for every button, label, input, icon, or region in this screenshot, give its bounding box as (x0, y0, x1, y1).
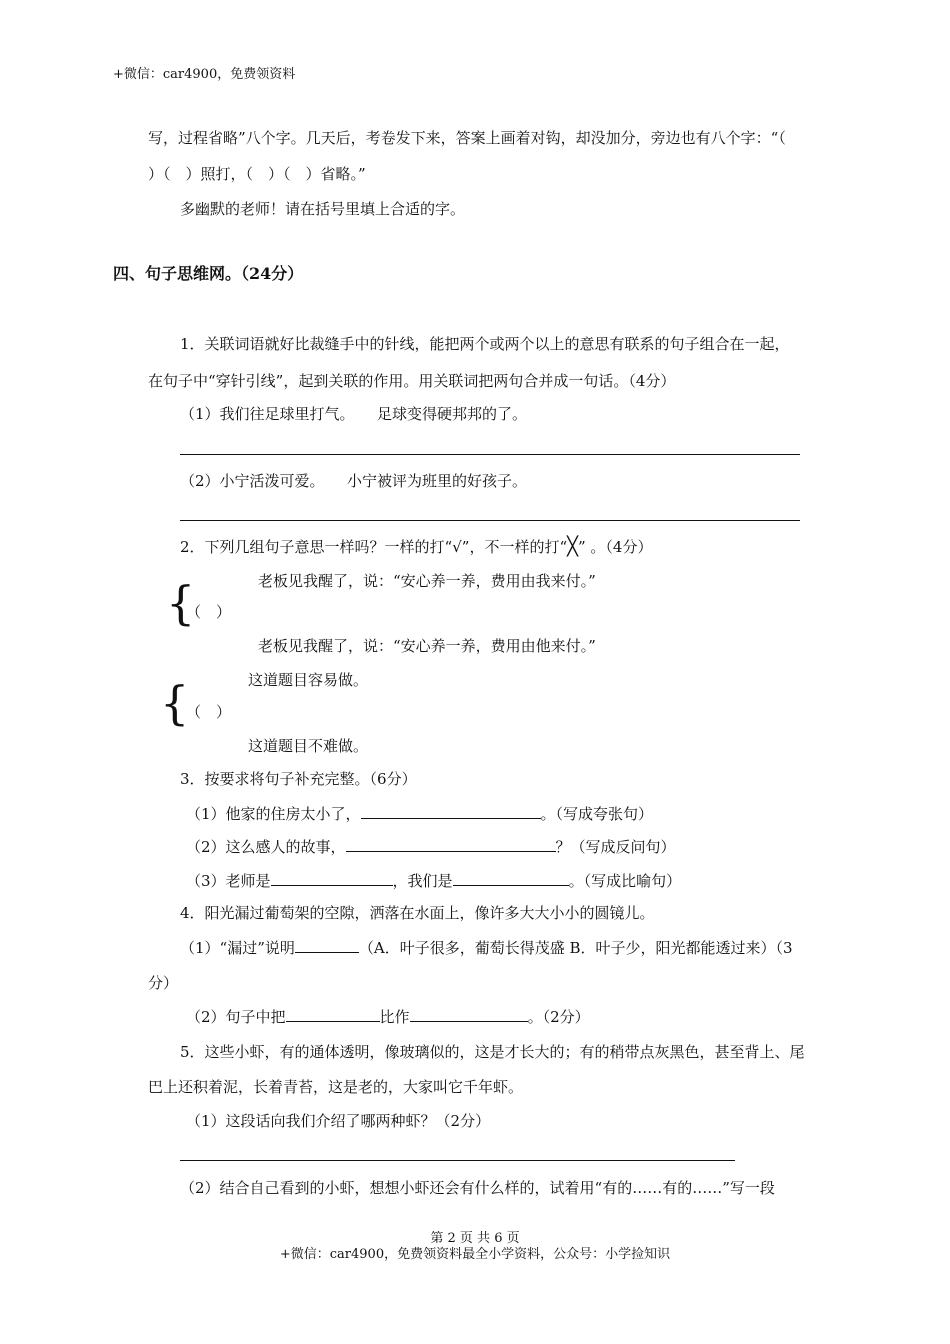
header-note: +微信：car4900，免费领资料 (113, 67, 296, 82)
q3-title: 3．按要求将句子补充完整。（6分） (180, 770, 417, 788)
q2-stem (180, 537, 652, 557)
page-number: 第 2 页 共 6 页 (430, 1231, 520, 1246)
blank-q3-3a[interactable] (271, 870, 393, 886)
q4-sentence-2 (186, 1006, 590, 1027)
q4-title: 4．阳光漏过葡萄架的空隙，洒落在水面上，像许多大大小小的圆镜儿。 (180, 904, 655, 922)
q3-s1-prefix: （1）他家的住房太小了， (186, 805, 361, 823)
q5-line-2: 巴上还积着泥，长着青苔，这是老的，大家叫它千年虾。 (148, 1078, 524, 1096)
q5-sub-1: （1）这段话向我们介绍了哪两种虾？（2分） (186, 1112, 491, 1130)
q2-group2-top: 这道题目容易做。 (248, 671, 369, 689)
q3-sentence-1 (186, 803, 653, 824)
section-title: 四、句子思维网。（24分） (113, 264, 304, 283)
left-brace-icon: { (166, 576, 196, 630)
q2-group1-bottom: 老板见我醒了，说：“安心养一养，费用由他来付。” (258, 637, 596, 655)
q2-group2-paren[interactable]: （ ） (186, 703, 232, 721)
q3-sentence-2 (186, 836, 676, 857)
blank-q3-2[interactable] (346, 836, 556, 852)
q2-stem-a: 2．下列几组句子意思一样吗？一样的打“√”，不一样的打“ (180, 538, 568, 556)
blank-q4-1[interactable] (295, 937, 359, 953)
answer-line-q1-1[interactable] (180, 454, 800, 455)
intro-line-1: 写，过程省略”八个字。几天后，考卷发下来，答案上画着对钩，却没加分，旁边也有八个字：“（ (148, 129, 786, 147)
q4-s1-options: （A．叶子很多，葡萄长得茂盛 B．叶子少，阳光都能透过来）（3 (358, 939, 793, 957)
q3-s2-prefix: （2）这么感人的故事， (186, 838, 346, 856)
q4-s1-score: 分） (148, 974, 179, 992)
intro-line-3: 多幽默的老师！请在括号里填上合适的字。 (180, 200, 466, 218)
q4-sentence-1 (180, 937, 793, 958)
intro-line-2: ）（ ）照打，（ ）（ ）省略。” (148, 165, 366, 183)
answer-line-q5-1[interactable] (180, 1160, 735, 1161)
q1-sub-2: （2）小宁活泼可爱。 小宁被评为班里的好孩子。 (180, 472, 528, 490)
answer-line-q1-2[interactable] (180, 520, 800, 521)
footer-note: +微信：car4900，免费领资料最全小学资料，公众号：小学捡知识 (279, 1247, 671, 1262)
q2-group1-top: 老板见我醒了，说：“安心养一养，费用由我来付。” (258, 572, 596, 590)
blank-q3-1[interactable] (361, 803, 541, 819)
q3-s3-mid: ，我们是 (392, 872, 453, 890)
q3-s1-suffix: 。（写成夸张句） (540, 805, 654, 823)
q5-line-1: 5．这些小虾，有的通体透明，像玻璃似的，这是才长大的；有的稍带点灰黑色，甚至背上、尾 (180, 1043, 805, 1061)
left-brace-icon: { (160, 676, 190, 730)
q3-sentence-3 (186, 870, 681, 891)
q1-line-2: 在句子中“穿针引线”，起到关联的作用。用关联词把两句合并成一句话。（4分） (148, 372, 676, 390)
q3-s3-prefix: （3）老师是 (186, 872, 271, 890)
q2-stem-b: ” 。（4分） (577, 538, 653, 556)
q5-sub-2: （2）结合自己看到的小虾，想想小虾还会有什么样的，试着用“有的……有的……”写一段 (180, 1179, 775, 1197)
cross-mark-icon: ╳ (567, 536, 578, 557)
q4-s2-prefix: （2）句子中把 (186, 1008, 286, 1026)
q3-s3-suffix: 。（写成比喻句） (568, 872, 682, 890)
q1-line-1: 1．关联词语就好比裁缝手中的针线，能把两个或两个以上的意思有联系的句子组合在一起， (180, 335, 790, 353)
q4-s2-mid: 比作 (379, 1008, 410, 1026)
blank-q3-3b[interactable] (453, 870, 569, 886)
q3-s2-suffix: ？（写成反问句） (555, 838, 676, 856)
q1-sub-1: （1）我们往足球里打气。 足球变得硬邦邦的了。 (180, 405, 528, 423)
q4-s1-prefix: （1）“漏过”说明 (180, 939, 295, 957)
q2-group2-bottom: 这道题目不难做。 (248, 737, 369, 755)
q4-s2-suffix: 。（2分） (527, 1008, 590, 1026)
q2-group1-paren[interactable]: （ ） (186, 603, 232, 621)
blank-q4-2b[interactable] (410, 1006, 528, 1022)
blank-q4-2a[interactable] (286, 1006, 380, 1022)
